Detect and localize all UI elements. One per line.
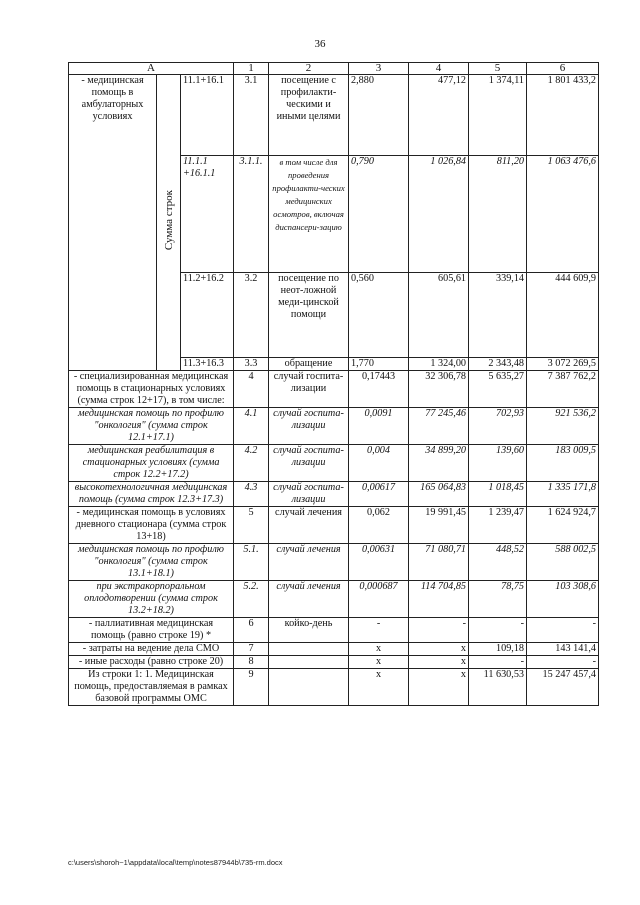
value-cell: 1 374,11 bbox=[469, 75, 527, 156]
row-label: - паллиативная медицинская помощь (равно строке 19) * bbox=[69, 618, 234, 643]
page-number: 36 bbox=[314, 38, 326, 50]
value-cell: - bbox=[527, 618, 599, 643]
value-cell: 1 026,84 bbox=[409, 156, 469, 273]
table-row bbox=[69, 643, 599, 656]
value-cell: 477,12 bbox=[409, 75, 469, 156]
value-cell: 1,770 bbox=[349, 358, 409, 371]
header-cell: 1 bbox=[234, 63, 269, 75]
unit-cell bbox=[269, 669, 349, 706]
code-cell: 6 bbox=[234, 618, 269, 643]
header-cell: А bbox=[69, 63, 234, 75]
value-cell: 78,75 bbox=[469, 581, 527, 618]
value-cell: 34 899,20 bbox=[409, 445, 469, 482]
value-cell: 588 002,5 bbox=[527, 544, 599, 581]
value-cell: 921 536,2 bbox=[527, 408, 599, 445]
header-row bbox=[69, 63, 599, 75]
unit-cell: посещение с профилакти-ческими и иными целями bbox=[269, 75, 349, 156]
value-cell: 339,14 bbox=[469, 273, 527, 358]
code-cell: 5.2. bbox=[234, 581, 269, 618]
code-cell: 3.3 bbox=[234, 358, 269, 371]
value-cell: - bbox=[527, 656, 599, 669]
value-cell: 1 801 433,2 bbox=[527, 75, 599, 156]
header-cell: 6 bbox=[527, 63, 599, 75]
value-cell: 109,18 bbox=[469, 643, 527, 656]
value-cell: 1 239,47 bbox=[469, 507, 527, 544]
unit-cell: посещение по неот-ложной меди-цинской помощи bbox=[269, 273, 349, 358]
value-cell: 32 306,78 bbox=[409, 371, 469, 408]
table-row bbox=[69, 75, 599, 156]
unit-cell: случай госпита-лизации bbox=[269, 371, 349, 408]
value-cell: - bbox=[469, 656, 527, 669]
value-cell: х bbox=[409, 643, 469, 656]
table-row bbox=[69, 507, 599, 544]
code-cell: 4.2 bbox=[234, 445, 269, 482]
value-cell: 143 141,4 bbox=[527, 643, 599, 656]
value-cell: 0,790 bbox=[349, 156, 409, 273]
value-cell: 165 064,83 bbox=[409, 482, 469, 507]
table-row bbox=[69, 408, 599, 445]
value-cell: 1 063 476,6 bbox=[527, 156, 599, 273]
unit-cell: койко-день bbox=[269, 618, 349, 643]
code-cell: 4.3 bbox=[234, 482, 269, 507]
value-cell: 0,062 bbox=[349, 507, 409, 544]
value-cell: 15 247 457,4 bbox=[527, 669, 599, 706]
code-cell: 4 bbox=[234, 371, 269, 408]
value-cell: 0,560 bbox=[349, 273, 409, 358]
table-row bbox=[69, 581, 599, 618]
code-cell: 3.2 bbox=[234, 273, 269, 358]
unit-cell: случай лечения bbox=[269, 507, 349, 544]
value-cell: х bbox=[409, 656, 469, 669]
unit-cell bbox=[269, 656, 349, 669]
header-cell: 2 bbox=[269, 63, 349, 75]
value-cell: 0,004 bbox=[349, 445, 409, 482]
row-label: - медицинская помощь в условиях дневного стационара (сумма строк 13+18) bbox=[69, 507, 234, 544]
unit-cell: случай лечения bbox=[269, 581, 349, 618]
value-cell: 0,000687 bbox=[349, 581, 409, 618]
table-row bbox=[69, 669, 599, 706]
sum-cell: 11.2+16.2 bbox=[181, 273, 234, 358]
row-label: при экстракорпоральном оплодотворении (сумма строк 13.2+18.2) bbox=[69, 581, 234, 618]
value-cell: 0,0091 bbox=[349, 408, 409, 445]
value-cell: 1 624 924,7 bbox=[527, 507, 599, 544]
value-cell: 605,61 bbox=[409, 273, 469, 358]
value-cell: 1 018,45 bbox=[469, 482, 527, 507]
row-label: - специализированная медицинская помощь в стационарных условиях (сумма строк 12+17), в том числе: bbox=[69, 371, 234, 408]
value-cell: 444 609,9 bbox=[527, 273, 599, 358]
value-cell: - bbox=[349, 618, 409, 643]
value-cell: 2,880 bbox=[349, 75, 409, 156]
value-cell: 71 080,71 bbox=[409, 544, 469, 581]
tariff-table bbox=[68, 62, 599, 706]
code-cell: 5.1. bbox=[234, 544, 269, 581]
sum-cell: 11.3+16.3 bbox=[181, 358, 234, 371]
row-label: высокотехнологичная медицинская помощь (сумма строк 12.3+17.3) bbox=[69, 482, 234, 507]
value-cell: 0,00631 bbox=[349, 544, 409, 581]
value-cell: х bbox=[349, 643, 409, 656]
row-label: - иные расходы (равно строке 20) bbox=[69, 656, 234, 669]
row-label: - медицинская помощь в амбулаторных условиях bbox=[69, 75, 157, 371]
code-cell: 4.1 bbox=[234, 408, 269, 445]
row-label: - затраты на ведение дела СМО bbox=[69, 643, 234, 656]
value-cell: 114 704,85 bbox=[409, 581, 469, 618]
value-cell: х bbox=[349, 669, 409, 706]
value-cell: 183 009,5 bbox=[527, 445, 599, 482]
value-cell: 448,52 bbox=[469, 544, 527, 581]
table-row bbox=[69, 371, 599, 408]
value-cell: 7 387 762,2 bbox=[527, 371, 599, 408]
code-cell: 5 bbox=[234, 507, 269, 544]
table-row bbox=[69, 656, 599, 669]
unit-cell: случай госпита-лизации bbox=[269, 445, 349, 482]
value-cell: 19 991,45 bbox=[409, 507, 469, 544]
header-cell: 4 bbox=[409, 63, 469, 75]
unit-cell: обращение bbox=[269, 358, 349, 371]
value-cell: 3 072 269,5 bbox=[527, 358, 599, 371]
header-cell: 5 bbox=[469, 63, 527, 75]
code-cell: 7 bbox=[234, 643, 269, 656]
unit-cell: в том числе для проведения профилакти-ческих медицинских осмотров, включая диспансери-зацию bbox=[269, 156, 349, 273]
row-label: Из строки 1: 1. Медицинская помощь, предоставляемая в рамках базовой программы ОМС bbox=[69, 669, 234, 706]
value-cell: 1 324,00 bbox=[409, 358, 469, 371]
sum-cell: 11.1+16.1 bbox=[181, 75, 234, 156]
table-row bbox=[69, 544, 599, 581]
unit-cell bbox=[269, 643, 349, 656]
table-row bbox=[69, 482, 599, 507]
unit-cell: случай госпита-лизации bbox=[269, 482, 349, 507]
value-cell: х bbox=[409, 669, 469, 706]
unit-cell: случай лечения bbox=[269, 544, 349, 581]
file-path-footer: c:\users\shoroh~1\appdata\local\temp\notes87944b\735-rm.docx bbox=[68, 858, 283, 867]
value-cell: 702,93 bbox=[469, 408, 527, 445]
unit-cell: случай госпита-лизации bbox=[269, 408, 349, 445]
value-cell: 5 635,27 bbox=[469, 371, 527, 408]
row-label: медицинская помощь по профилю "онкология" (сумма строк 12.1+17.1) bbox=[69, 408, 234, 445]
code-cell: 3.1 bbox=[234, 75, 269, 156]
row-label: медицинская помощь по профилю "онкология" (сумма строк 13.1+18.1) bbox=[69, 544, 234, 581]
sum-label: Сумма строк bbox=[157, 75, 181, 371]
table-row bbox=[69, 445, 599, 482]
code-cell: 8 bbox=[234, 656, 269, 669]
sum-cell: 11.1.1 +16.1.1 bbox=[181, 156, 234, 273]
value-cell: 0,00617 bbox=[349, 482, 409, 507]
table-row bbox=[69, 618, 599, 643]
value-cell: 811,20 bbox=[469, 156, 527, 273]
code-cell: 3.1.1. bbox=[234, 156, 269, 273]
value-cell: 1 335 171,8 bbox=[527, 482, 599, 507]
value-cell: - bbox=[409, 618, 469, 643]
value-cell: 0,17443 bbox=[349, 371, 409, 408]
header-cell: 3 bbox=[349, 63, 409, 75]
value-cell: 103 308,6 bbox=[527, 581, 599, 618]
value-cell: 11 630,53 bbox=[469, 669, 527, 706]
value-cell: 139,60 bbox=[469, 445, 527, 482]
value-cell: 77 245,46 bbox=[409, 408, 469, 445]
code-cell: 9 bbox=[234, 669, 269, 706]
value-cell: - bbox=[469, 618, 527, 643]
row-label: медицинская реабилитация в стационарных условиях (сумма строк 12.2+17.2) bbox=[69, 445, 234, 482]
value-cell: х bbox=[349, 656, 409, 669]
value-cell: 2 343,48 bbox=[469, 358, 527, 371]
